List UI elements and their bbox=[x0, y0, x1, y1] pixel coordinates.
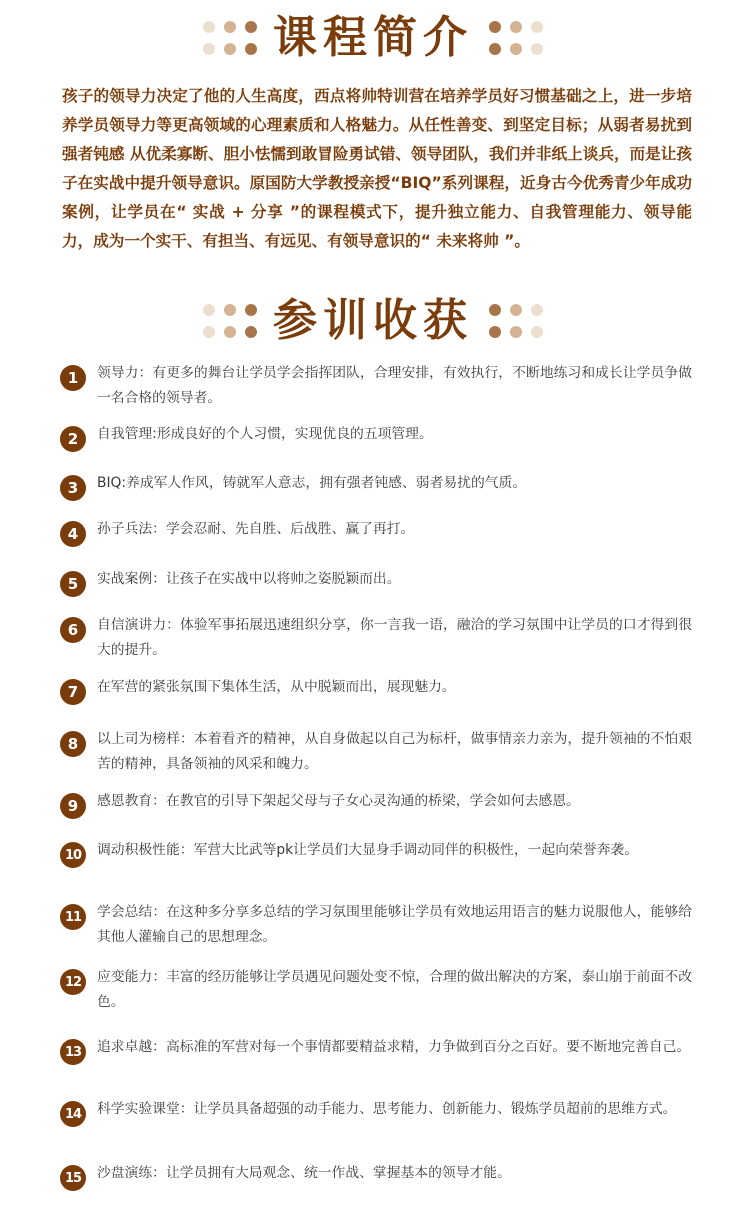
list-item bbox=[60, 1097, 692, 1127]
list-item-text: 自我管理:形成良好的个人习惯，实现优良的五项管理。 bbox=[97, 426, 433, 442]
decorative-dots-right bbox=[489, 304, 543, 338]
list-item bbox=[60, 422, 692, 452]
list-item bbox=[60, 613, 692, 663]
list-item-text: 应变能力：丰富的经历能够让学员遇见问题处变不惊，合理的做出解决的方案，泰山崩于前面不改色。 bbox=[97, 969, 692, 1010]
list-item bbox=[60, 789, 692, 819]
number-badge: 15 bbox=[60, 1165, 86, 1191]
list-item bbox=[60, 1035, 692, 1065]
list-item-text: 科学实验课堂：让学员具备超强的动手能力、思考能力、创新能力、锻炼学员超前的思维方式。 bbox=[97, 1101, 677, 1117]
list-item bbox=[60, 361, 692, 411]
gains-section-header bbox=[0, 296, 746, 346]
number-badge: 5 bbox=[60, 571, 86, 597]
decorative-dots-left bbox=[203, 21, 257, 55]
number-badge: 6 bbox=[60, 617, 86, 643]
list-item-text: 自信演讲力：体验军事拓展迅速组织分享，你一言我一语，融洽的学习氛围中让学员的口才得到很大的提升。 bbox=[97, 617, 692, 658]
list-item-text: 追求卓越：高标准的军营对每一个事情都要精益求精，力争做到百分之百好。要不断地完善自己。 bbox=[97, 1039, 691, 1055]
intro-section-header bbox=[0, 13, 746, 63]
list-item-text: 学会总结：在这种多分享多总结的学习氛围里能够让学员有效地运用语言的魅力说服他人，能够给其他人灌输自己的思想理念。 bbox=[97, 904, 692, 945]
number-badge: 4 bbox=[60, 521, 86, 547]
list-item bbox=[60, 1161, 692, 1191]
list-item-text: 孙子兵法：学会忍耐、先自胜、后战胜、赢了再打。 bbox=[97, 521, 415, 537]
number-badge: 13 bbox=[60, 1039, 86, 1065]
list-item-text: 调动积极性能：军营大比武等pk让学员们大显身手调动同伴的积极性，一起向荣誉奔袭。 bbox=[97, 842, 639, 858]
number-badge: 11 bbox=[60, 904, 86, 930]
list-item-text: 感恩教育：在教官的引导下架起父母与子女心灵沟通的桥梁，学会如何去感恩。 bbox=[97, 793, 580, 809]
number-badge: 12 bbox=[60, 969, 86, 995]
list-item-text: 沙盘演练：让学员拥有大局观念、统一作战、掌握基本的领导才能。 bbox=[97, 1165, 511, 1181]
gains-title: 参训收获 bbox=[273, 295, 473, 346]
number-badge: 8 bbox=[60, 731, 86, 757]
decorative-dots-right bbox=[489, 21, 543, 55]
list-item-text: 实战案例：让孩子在实战中以将帅之姿脱颖而出。 bbox=[97, 571, 401, 587]
intro-paragraph: 孩子的领导力决定了他的人生高度，西点将帅特训营在培养学员好习惯基础之上，进一步培养学员领导力等更高领域的心理素质和人格魅力。从任性善变、到坚定目标；从弱者易扰到强者钝感 从优柔寡断、胆小怯懦到敢冒险勇试错、领导团队，我们并非纸上谈兵，而是让孩子在实战中提升领导意识。原国防大学教授亲授“BIQ”系列课程，近身古今优秀青少年成功案例，让学员在“ 实战 + 分享 ”的课程模式下，提升独立能力、自我管理能力、领导能力，成为一个实干、有担当、有远见、有领导意识的“ 未来将帅 ”。 bbox=[62, 87, 692, 250]
number-badge: 10 bbox=[60, 842, 86, 868]
list-item bbox=[60, 675, 692, 705]
intro-title: 课程简介 bbox=[273, 12, 473, 63]
list-item bbox=[60, 900, 692, 950]
decorative-dots-left bbox=[203, 304, 257, 338]
list-item bbox=[60, 471, 692, 501]
list-item-text: 在军营的紧张氛围下集体生活，从中脱颖而出，展现魅力。 bbox=[97, 679, 456, 695]
number-badge: 7 bbox=[60, 679, 86, 705]
list-item-text: BIQ:养成军人作风，铸就军人意志，拥有强者钝感、弱者易扰的气质。 bbox=[97, 475, 527, 491]
list-item bbox=[60, 727, 692, 777]
number-badge: 2 bbox=[60, 426, 86, 452]
list-item bbox=[60, 838, 692, 868]
list-item bbox=[60, 965, 692, 1015]
list-item-text: 以上司为榜样：本着看齐的精神，从自身做起以自己为标杆，做事情亲力亲为，提升领袖的不怕艰苦的精神，具备领袖的风采和魄力。 bbox=[97, 731, 692, 772]
number-badge: 14 bbox=[60, 1101, 86, 1127]
list-item bbox=[60, 517, 692, 547]
list-item bbox=[60, 567, 692, 597]
number-badge: 3 bbox=[60, 475, 86, 501]
number-badge: 9 bbox=[60, 793, 86, 819]
list-item-text: 领导力：有更多的舞台让学员学会指挥团队，合理安排，有效执行，不断地练习和成长让学员争做一名合格的领导者。 bbox=[97, 365, 692, 406]
number-badge: 1 bbox=[60, 365, 86, 391]
